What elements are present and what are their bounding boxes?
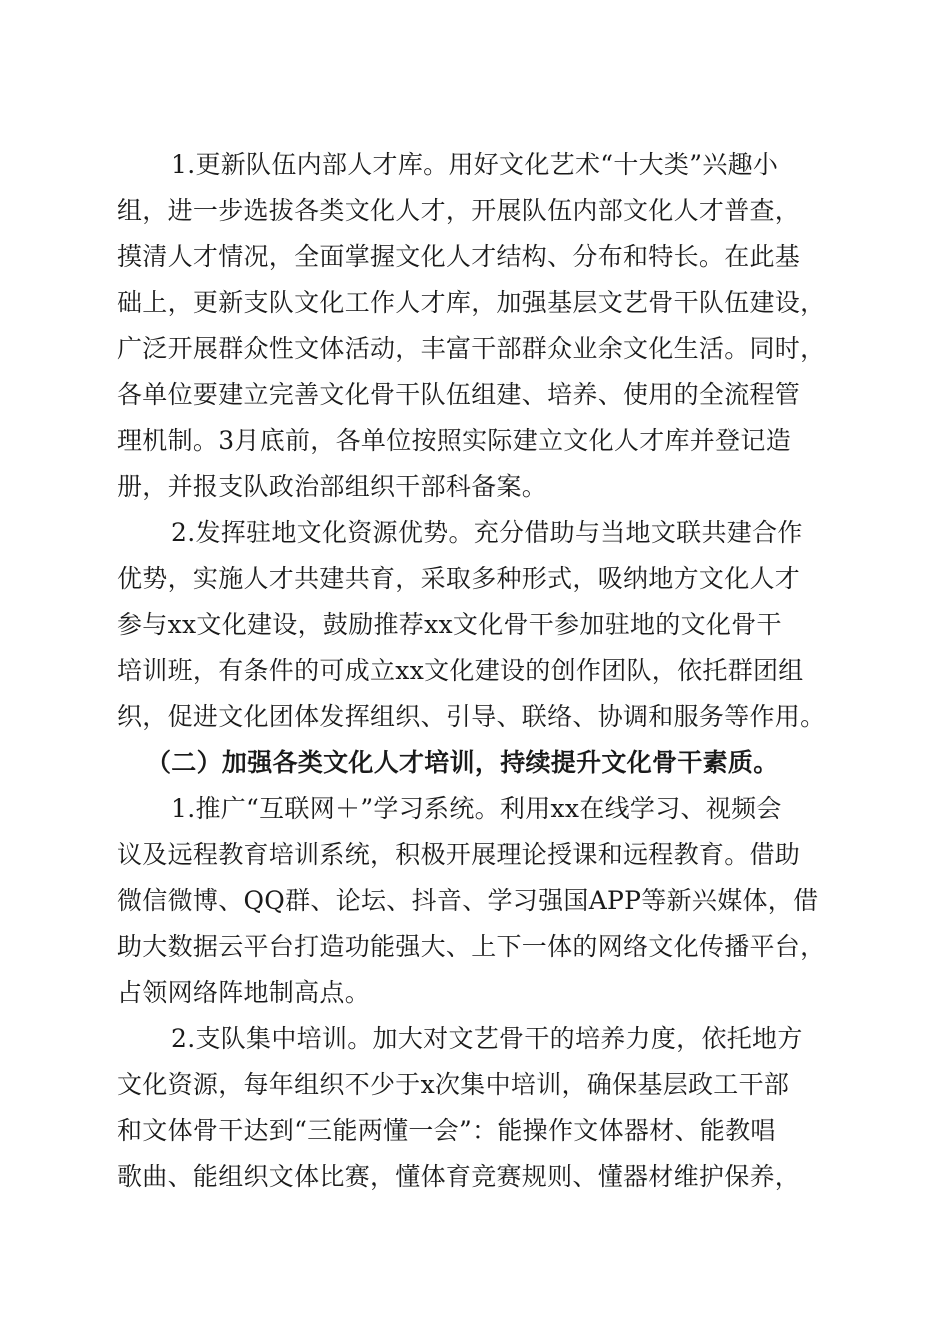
paragraph-line: 2.发挥驻地文化资源优势。充分借助与当地文联共建合作	[171, 518, 803, 547]
paragraph-line: 和文体骨干达到“三能两懂一会”：能操作文体器材、能教唱	[117, 1116, 776, 1145]
paragraph-line: 歌曲、能组织文体比赛，懂体育竞赛规则、懂器材维护保养，	[117, 1162, 801, 1191]
paragraph-line: 微信微博、QQ群、论坛、抖音、学习强国APP等新兴媒体，借	[117, 886, 819, 915]
paragraph-line: 参与xx文化建设，鼓励推荐xx文化骨干参加驻地的文化骨干	[117, 610, 782, 639]
paragraph-line: 织，促进文化团体发挥组织、引导、联络、协调和服务等作用。	[117, 702, 826, 731]
paragraph-line: 各单位要建立完善文化骨干队伍组建、培养、使用的全流程管	[117, 380, 801, 409]
paragraph-line: 优势，实施人才共建共育，采取多种形式，吸纳地方文化人才	[117, 564, 801, 593]
paragraph-line: 组，进一步选拔各类文化人才，开展队伍内部文化人才普查，	[117, 196, 801, 225]
paragraph-line: 册，并报支队政治部组织干部科备案。	[117, 472, 548, 501]
paragraph-line: 理机制。3月底前，各单位按照实际建立文化人才库并登记造	[117, 426, 792, 455]
section-heading: （二）加强各类文化人才培训，持续提升文化骨干素质。	[146, 748, 779, 777]
paragraph-line: 议及远程教育培训系统，积极开展理论授课和远程教育。借助	[117, 840, 801, 869]
paragraph-line: 广泛开展群众性文体活动，丰富干部群众业余文化生活。同时，	[117, 334, 826, 363]
paragraph-line: 1.更新队伍内部人才库。用好文化艺术“十大类”兴趣小	[171, 150, 779, 179]
paragraph-line: 2.支队集中培训。加大对文艺骨干的培养力度，依托地方	[171, 1024, 803, 1053]
paragraph-line: 摸清人才情况，全面掌握文化人才结构、分布和特长。在此基	[117, 242, 801, 271]
paragraph-line: 培训班，有条件的可成立xx文化建设的创作团队，依托群团组	[117, 656, 804, 685]
paragraph-line: 础上，更新支队文化工作人才库，加强基层文艺骨干队伍建设，	[117, 288, 826, 317]
paragraph-line: 助大数据云平台打造功能强大、上下一体的网络文化传播平台，	[117, 932, 826, 961]
paragraph-line: 1.推广“互联网＋”学习系统。利用xx在线学习、视频会	[171, 794, 782, 823]
paragraph-line: 文化资源，每年组织不少于x次集中培训，确保基层政工干部	[117, 1070, 790, 1099]
paragraph-line: 占领网络阵地制高点。	[117, 978, 371, 1007]
